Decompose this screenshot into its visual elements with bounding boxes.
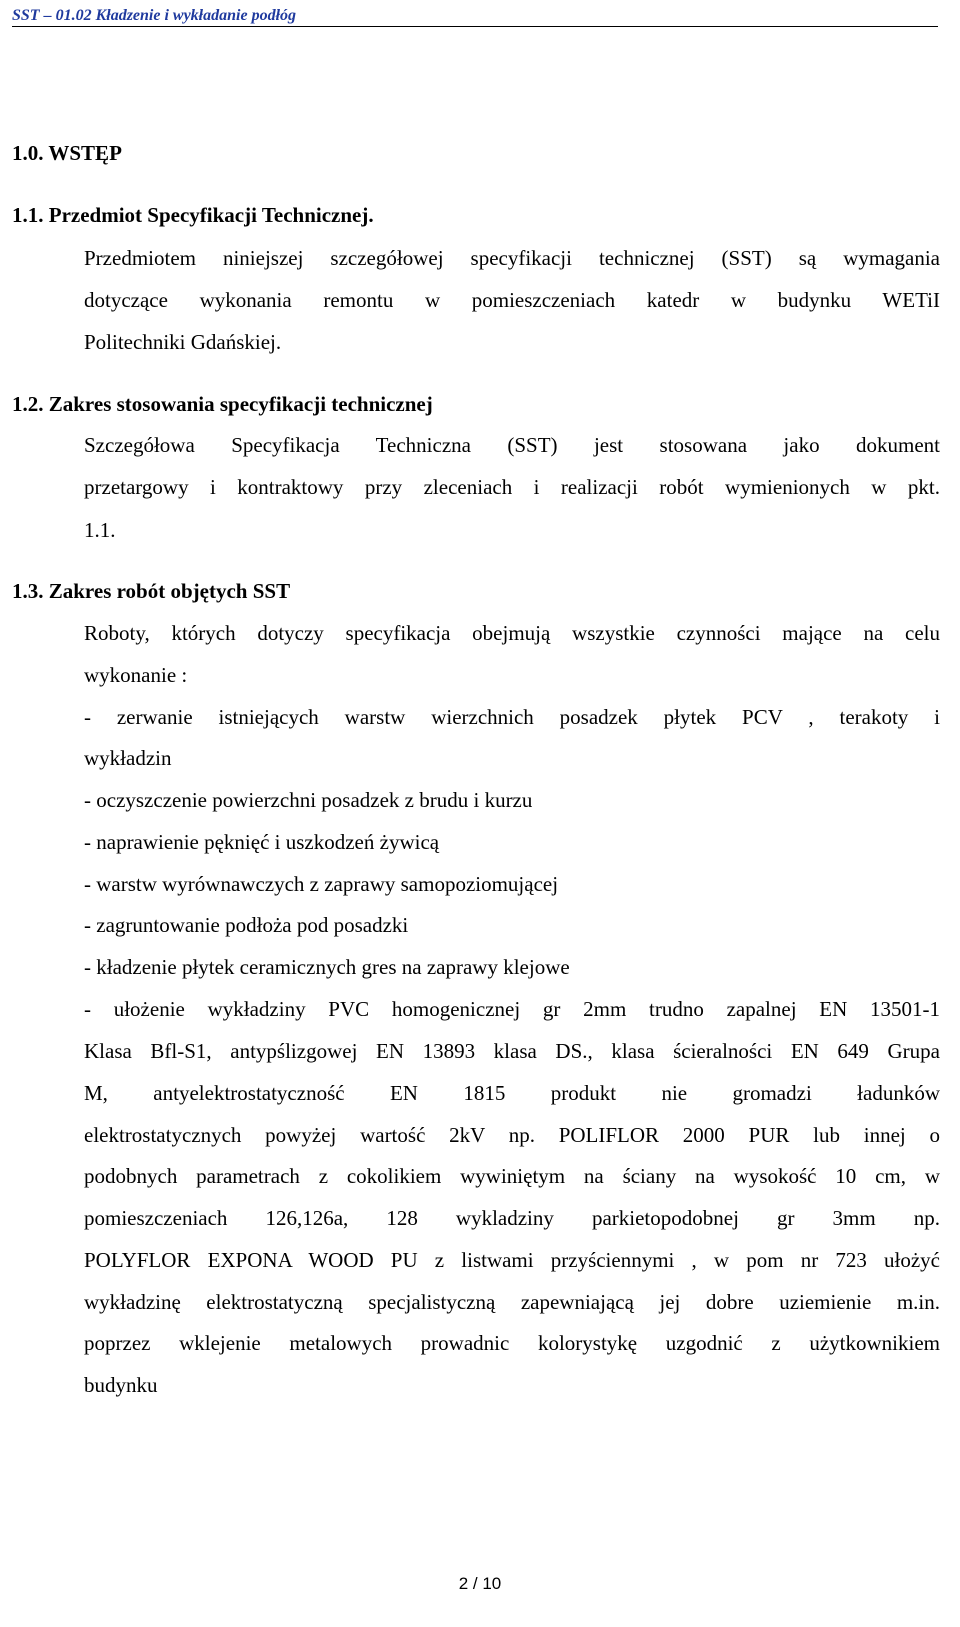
- list-item-continuation: Klasa Bfl-S1, antypślizgowej EN 13893 klasa DS., klasa ścieralności EN 649 Grupa: [84, 1039, 940, 1063]
- list-item-continuation: elektrostatycznych powyżej wartość 2kV np. POLIFLOR 2000 PUR lub innej o: [84, 1123, 940, 1147]
- paragraph-line: Roboty, których dotyczy specyfikacja obejmują wszystkie czynności mające na celu: [84, 621, 940, 645]
- list-item-continuation: M, antyelektrostatyczność EN 1815 produkt nie gromadzi ładunków: [84, 1081, 940, 1105]
- header-divider: [12, 26, 938, 27]
- heading-1-3: 1.3. Zakres robót objętych SST: [12, 579, 291, 603]
- heading-1-2: 1.2. Zakres stosowania specyfikacji technicznej: [12, 392, 433, 416]
- list-item: - ułożenie wykładziny PVC homogenicznej gr 2mm trudno zapalnej EN 13501-1: [84, 997, 940, 1021]
- list-item-continuation: poprzez wklejenie metalowych prowadnic kolorystykę uzgodnić z użytkownikiem: [84, 1331, 940, 1355]
- list-item: - warstw wyrównawczych z zaprawy samopoziomującej: [84, 872, 559, 896]
- page-number: 2 / 10: [458, 1574, 502, 1593]
- paragraph-line: przetargowy i kontraktowy przy zleceniach i realizacji robót wymienionych w pkt.: [84, 475, 940, 499]
- paragraph-line: Przedmiotem niniejszej szczegółowej specyfikacji technicznej (SST) są wymagania: [84, 246, 940, 270]
- list-item-continuation: budynku: [84, 1373, 158, 1397]
- list-item-continuation: POLYFLOR EXPONA WOOD PU z listwami przyściennymi , w pom nr 723 ułożyć: [84, 1248, 940, 1272]
- list-item-continuation: pomieszczeniach 126,126a, 128 wykladziny parkietopodobnej gr 3mm np.: [84, 1206, 940, 1230]
- document-header: SST – 01.02 Kładzenie i wykładanie podłóg: [12, 7, 297, 24]
- paragraph-line: Szczegółowa Specyfikacja Techniczna (SST) jest stosowana jako dokument: [84, 433, 940, 457]
- paragraph-line: wykonanie :: [84, 663, 188, 687]
- list-item: - kładzenie płytek ceramicznych gres na zaprawy klejowe: [84, 955, 570, 979]
- heading-1-0: 1.0. WSTĘP: [12, 141, 122, 165]
- paragraph-line: dotyczące wykonania remontu w pomieszczeniach katedr w budynku WETiI: [84, 288, 940, 312]
- list-item: - naprawienie pęknięć i uszkodzeń żywicą: [84, 830, 440, 854]
- list-item: - oczyszczenie powierzchni posadzek z brudu i kurzu: [84, 788, 533, 812]
- list-item-continuation: wykładzinę elektrostatyczną specjalistyczną zapewniającą jej dobre uziemienie m.in.: [84, 1290, 940, 1314]
- list-item-continuation: wykładzin: [84, 746, 172, 770]
- list-item-continuation: podobnych parametrach z cokolikiem wywiniętym na ściany na wysokość 10 cm, w: [84, 1164, 940, 1188]
- list-item: - zagruntowanie podłoża pod posadzki: [84, 913, 409, 937]
- heading-1-1: 1.1. Przedmiot Specyfikacji Technicznej.: [12, 203, 374, 227]
- paragraph-line: 1.1.: [84, 518, 116, 542]
- paragraph-line: Politechniki Gdańskiej.: [84, 330, 282, 354]
- list-item: - zerwanie istniejących warstw wierzchnich posadzek płytek PCV , terakoty i: [84, 705, 940, 729]
